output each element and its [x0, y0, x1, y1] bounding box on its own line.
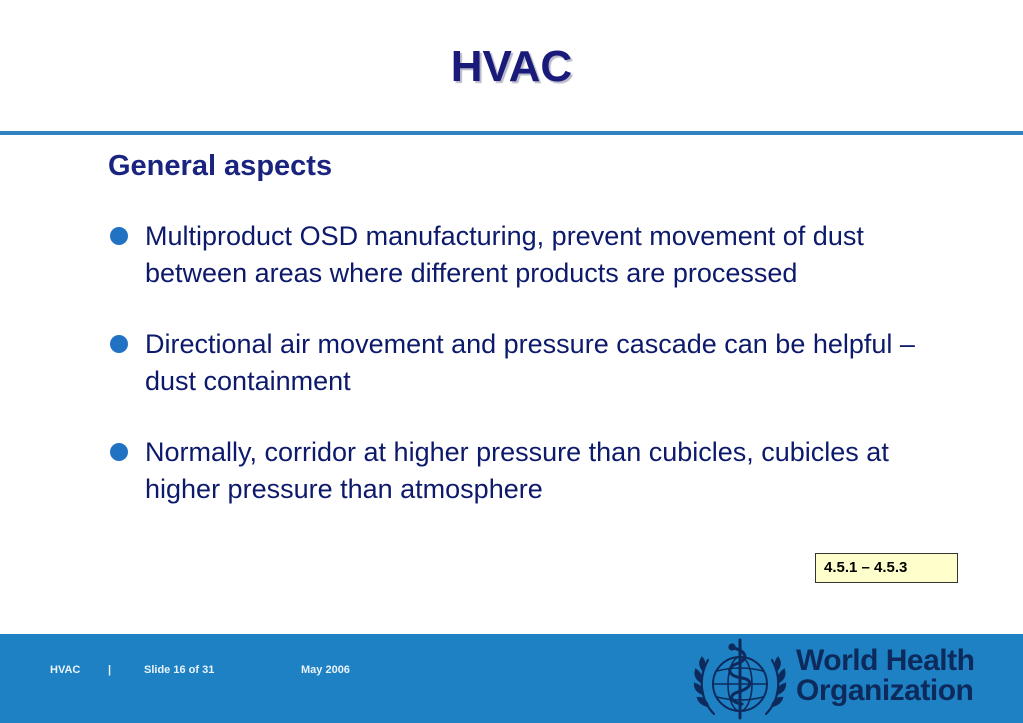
bullet-dot-icon	[110, 227, 128, 245]
reference-box: 4.5.1 – 4.5.3	[815, 553, 958, 583]
footer-date: May 2006	[301, 664, 350, 676]
bullet-text: Directional air movement and pressure cascade can be helpful – dust containment	[145, 329, 915, 396]
bullet-text: Multiproduct OSD manufacturing, prevent movement of dust between areas where different products are processed	[145, 221, 864, 288]
footer-separator: |	[108, 664, 112, 676]
who-wordmark	[796, 646, 974, 706]
title-divider	[0, 131, 1023, 135]
bullet-list	[108, 218, 938, 542]
slide-title: HVAC	[450, 42, 573, 91]
bullet-item	[108, 218, 938, 292]
who-emblem-icon	[692, 634, 788, 723]
footer-bar	[0, 634, 1023, 723]
who-wordmark-line2: Organization	[796, 674, 974, 707]
footer-title: HVAC	[50, 664, 81, 676]
slide-number: Slide 16 of 31	[144, 664, 215, 676]
bullet-dot-icon	[110, 335, 128, 353]
bullet-dot-icon	[110, 443, 128, 461]
bullet-item	[108, 326, 938, 400]
who-wordmark-line1: World Health	[796, 644, 975, 677]
bullet-text: Normally, corridor at higher pressure than cubicles, cubicles at higher pressure than atmosphere	[145, 437, 889, 504]
section-heading: General aspects	[108, 150, 333, 182]
bullet-item	[108, 434, 938, 508]
